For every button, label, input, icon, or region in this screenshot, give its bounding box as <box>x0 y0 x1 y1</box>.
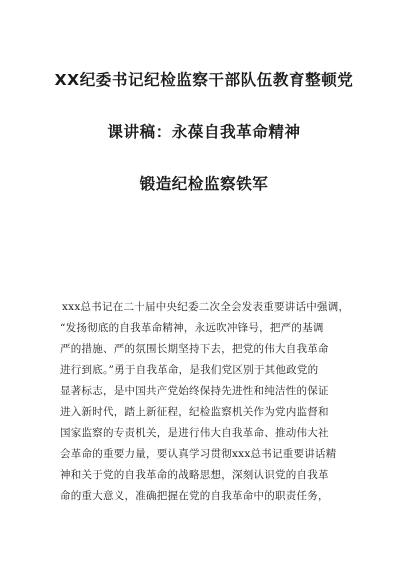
body-line-3: 严的措施、严的氛围长期坚持下去，把党的伟大自我革命 <box>60 343 329 355</box>
body-line-1: xxx总书记在二十届中央纪委二次全会发表重要讲话中强调， <box>62 301 350 313</box>
body-line-5: 显著标志，是中国共产党始终保持先进性和纯洁性的保证 <box>60 385 329 397</box>
body-line-9: 神和关于党的自我革命的战略思想，深刻认识党的自我革 <box>60 469 329 481</box>
body-line-4: 进行到底。”勇于自我革命，是我们党区别于其他政党的 <box>60 364 319 376</box>
body-line-7: 国家监察的专责机关，是进行伟大自我革命、推动伟大社 <box>60 427 329 439</box>
body-line-2: “发扬彻底的自我革命精神，永远吹冲锋号，把严的基调 <box>60 322 324 334</box>
document-title-line-1: XX纪委书记纪检监察干部队伍教育整顿党 <box>54 71 354 89</box>
body-line-10: 命的重大意义，准确把握在党的自我革命中的职责任务， <box>60 490 329 502</box>
document-title-line-2: 课讲稿：永葆自我革命精神 <box>107 123 301 141</box>
document-title-line-3: 锻造纪检监察铁军 <box>139 175 269 193</box>
body-line-8: 会革命的重要力量，要认真学习贯彻xxx总书记重要讲话精 <box>60 448 337 460</box>
body-line-6: 进入新时代，踏上新征程，纪检监察机关作为党内监督和 <box>60 406 329 418</box>
